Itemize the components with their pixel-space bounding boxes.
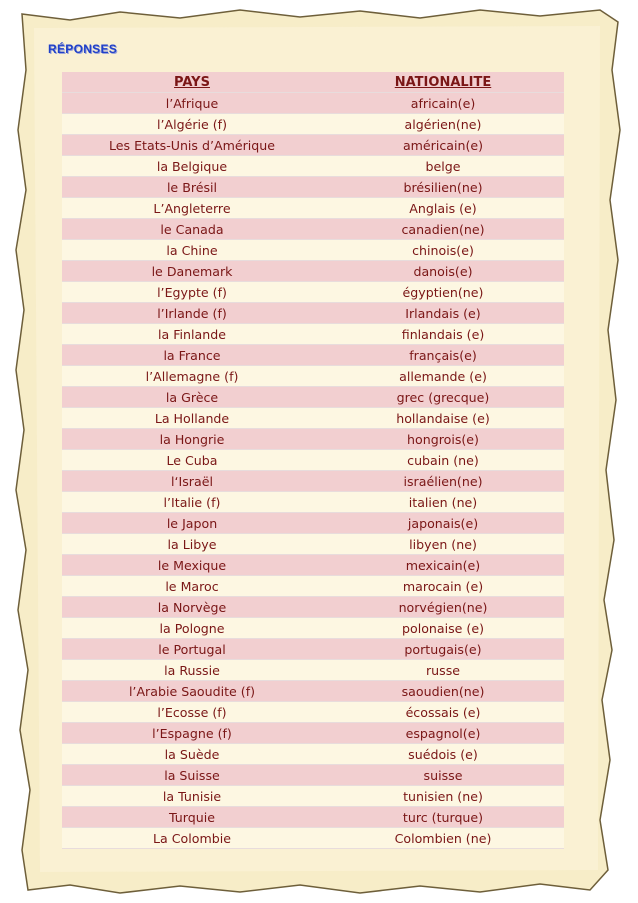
country-cell: la Grèce <box>62 387 322 408</box>
country-cell: la Russie <box>62 660 322 681</box>
table-row <box>62 744 564 765</box>
country-cell: la Belgique <box>62 156 322 177</box>
nationality-cell: chinois(e) <box>322 240 564 261</box>
nationality-cell: russe <box>322 660 564 681</box>
nationality-cell: africain(e) <box>322 93 564 114</box>
country-cell: la Suède <box>62 744 322 765</box>
table-row <box>62 135 564 156</box>
table-row <box>62 639 564 660</box>
country-cell: le Portugal <box>62 639 322 660</box>
nationality-cell: suédois (e) <box>322 744 564 765</box>
table-row <box>62 261 564 282</box>
nationality-cell: portugais(e) <box>322 639 564 660</box>
table-row <box>62 177 564 198</box>
table-header-row <box>62 72 564 93</box>
country-cell: la Hongrie <box>62 429 322 450</box>
country-cell: le Danemark <box>62 261 322 282</box>
table-row <box>62 303 564 324</box>
nationality-cell: grec (grecque) <box>322 387 564 408</box>
table-row <box>62 387 564 408</box>
table-row <box>62 618 564 639</box>
country-cell: l’Espagne (f) <box>62 723 322 744</box>
country-cell: la Norvège <box>62 597 322 618</box>
table-row <box>62 219 564 240</box>
country-cell: L’Angleterre <box>62 198 322 219</box>
nationality-table <box>62 72 564 849</box>
country-cell: le Mexique <box>62 555 322 576</box>
country-cell: la Tunisie <box>62 786 322 807</box>
nationality-cell: marocain (e) <box>322 576 564 597</box>
table-row <box>62 471 564 492</box>
nationality-cell: italien (ne) <box>322 492 564 513</box>
nationality-cell: finlandais (e) <box>322 324 564 345</box>
country-cell: l’Italie (f) <box>62 492 322 513</box>
nationality-cell: écossais (e) <box>322 702 564 723</box>
country-cell: la Pologne <box>62 618 322 639</box>
table-row <box>62 534 564 555</box>
country-cell: l’Irlande (f) <box>62 303 322 324</box>
country-cell: le Canada <box>62 219 322 240</box>
country-cell: La Hollande <box>62 408 322 429</box>
table-row <box>62 198 564 219</box>
country-cell: la Chine <box>62 240 322 261</box>
table-row <box>62 324 564 345</box>
country-cell: le Brésil <box>62 177 322 198</box>
nationality-cell: brésilien(ne) <box>322 177 564 198</box>
table-row <box>62 786 564 807</box>
nationality-cell: turc (turque) <box>322 807 564 828</box>
country-cell: l’Allemagne (f) <box>62 366 322 387</box>
country-cell: la Finlande <box>62 324 322 345</box>
table-row <box>62 345 564 366</box>
nationality-cell: libyen (ne) <box>322 534 564 555</box>
country-cell: la Libye <box>62 534 322 555</box>
nationality-cell: tunisien (ne) <box>322 786 564 807</box>
table-row <box>62 597 564 618</box>
nationality-cell: norvégien(ne) <box>322 597 564 618</box>
table-row <box>62 408 564 429</box>
nationality-cell: Irlandais (e) <box>322 303 564 324</box>
page-title: RÉPONSES <box>48 42 118 56</box>
table-row <box>62 702 564 723</box>
country-cell: le Japon <box>62 513 322 534</box>
table-row <box>62 429 564 450</box>
country-cell: La Colombie <box>62 828 322 849</box>
nationality-cell: suisse <box>322 765 564 786</box>
country-cell: Turquie <box>62 807 322 828</box>
nationality-cell: hollandaise (e) <box>322 408 564 429</box>
country-cell: l’Egypte (f) <box>62 282 322 303</box>
country-cell: l‘Israël <box>62 471 322 492</box>
table-row <box>62 765 564 786</box>
table-row <box>62 282 564 303</box>
nationality-cell: israélien(ne) <box>322 471 564 492</box>
country-cell: le Maroc <box>62 576 322 597</box>
nationality-cell: algérien(ne) <box>322 114 564 135</box>
table-row <box>62 513 564 534</box>
table-row <box>62 366 564 387</box>
table-row <box>62 723 564 744</box>
nationality-cell: canadien(ne) <box>322 219 564 240</box>
header-nationalite: NATIONALITE <box>322 72 564 93</box>
nationality-cell: espagnol(e) <box>322 723 564 744</box>
table-row <box>62 660 564 681</box>
nationality-cell: polonaise (e) <box>322 618 564 639</box>
nationality-cell: français(e) <box>322 345 564 366</box>
country-cell: la France <box>62 345 322 366</box>
table-row <box>62 576 564 597</box>
nationality-cell: danois(e) <box>322 261 564 282</box>
nationality-cell: cubain (ne) <box>322 450 564 471</box>
table-row <box>62 450 564 471</box>
table-row <box>62 828 564 849</box>
nationality-cell: américain(e) <box>322 135 564 156</box>
nationality-cell: hongrois(e) <box>322 429 564 450</box>
header-pays: PAYS <box>62 72 322 93</box>
nationality-cell: mexicain(e) <box>322 555 564 576</box>
table-row <box>62 681 564 702</box>
country-cell: la Suisse <box>62 765 322 786</box>
table-row <box>62 156 564 177</box>
nationality-cell: belge <box>322 156 564 177</box>
country-cell: Les Etats-Unis d’Amérique <box>62 135 322 156</box>
country-cell: Le Cuba <box>62 450 322 471</box>
table-row <box>62 93 564 114</box>
table-row <box>62 492 564 513</box>
country-cell: l’Ecosse (f) <box>62 702 322 723</box>
nationality-cell: allemande (e) <box>322 366 564 387</box>
table-row <box>62 240 564 261</box>
country-cell: l’Afrique <box>62 93 322 114</box>
nationality-cell: égyptien(ne) <box>322 282 564 303</box>
table-row <box>62 114 564 135</box>
table-row <box>62 555 564 576</box>
nationality-cell: Colombien (ne) <box>322 828 564 849</box>
country-cell: l’Arabie Saoudite (f) <box>62 681 322 702</box>
nationality-cell: Anglais (e) <box>322 198 564 219</box>
nationality-cell: saoudien(ne) <box>322 681 564 702</box>
country-cell: l’Algérie (f) <box>62 114 322 135</box>
nationality-cell: japonais(e) <box>322 513 564 534</box>
table-row <box>62 807 564 828</box>
